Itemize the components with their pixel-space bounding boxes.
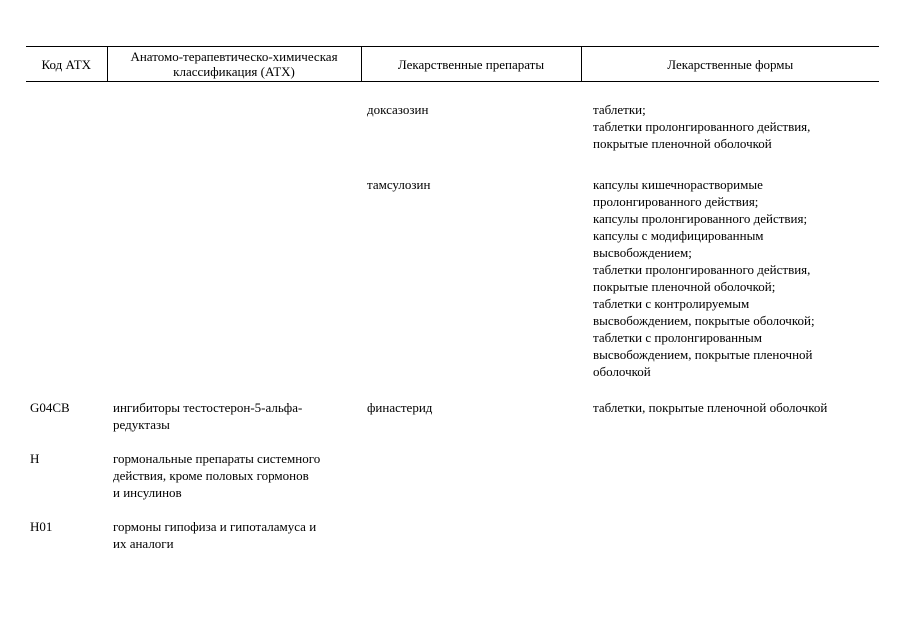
cell-code xyxy=(26,82,107,155)
table-row xyxy=(26,82,879,155)
table-row xyxy=(26,155,879,380)
header-forms: Лекарственные формы xyxy=(581,47,879,82)
table-row xyxy=(26,380,879,433)
cell-code xyxy=(26,155,107,380)
header-code: Код АТХ xyxy=(26,47,107,82)
header-classification: Анатомо-терапевтическо-химическая классификация (АТХ) xyxy=(107,47,361,82)
cell-forms: таблетки; таблетки пролонгированного действия, покрытые пленочной оболочкой xyxy=(593,102,811,151)
cell-code: H01 xyxy=(30,518,53,534)
table-header xyxy=(26,47,879,82)
cell-forms: таблетки, покрытые пленочной оболочкой xyxy=(593,399,828,415)
cell-code: G04CB xyxy=(30,399,70,415)
atx-table xyxy=(26,46,879,552)
table-row xyxy=(26,501,879,552)
cell-forms xyxy=(581,433,879,501)
cell-code: H xyxy=(30,450,40,466)
cell-drug: тамсулозин xyxy=(367,176,431,192)
cell-drug: доксазозин xyxy=(367,102,429,117)
cell-classification xyxy=(107,155,361,380)
cell-drug: финастерид xyxy=(367,399,433,415)
cell-forms xyxy=(581,501,879,552)
cell-classification: гормоны гипофиза и гипоталамуса и их аналоги xyxy=(113,518,317,551)
cell-drug xyxy=(361,433,581,501)
header-drugs: Лекарственные препараты xyxy=(361,47,581,82)
document-page xyxy=(26,46,879,552)
cell-forms: капсулы кишечнорастворимые пролонгированного действия; капсулы пролонгированного действия; капсулы с модифицированным высвобождением; таблетки пролонгированного действия, покрытые пленочной оболочкой; таблетки с контролируемым высвобождением, покрытые оболочкой; таблетки с пролонгированным высвобождением, покрытые пленочной оболочкой xyxy=(593,176,815,379)
cell-classification xyxy=(107,82,361,155)
cell-drug xyxy=(361,501,581,552)
cell-classification: ингибиторы тестостерон-5-альфа- редуктазы xyxy=(113,399,303,432)
table-row xyxy=(26,433,879,501)
cell-classification: гормональные препараты системного действия, кроме половых гормонов и инсулинов xyxy=(113,450,321,500)
